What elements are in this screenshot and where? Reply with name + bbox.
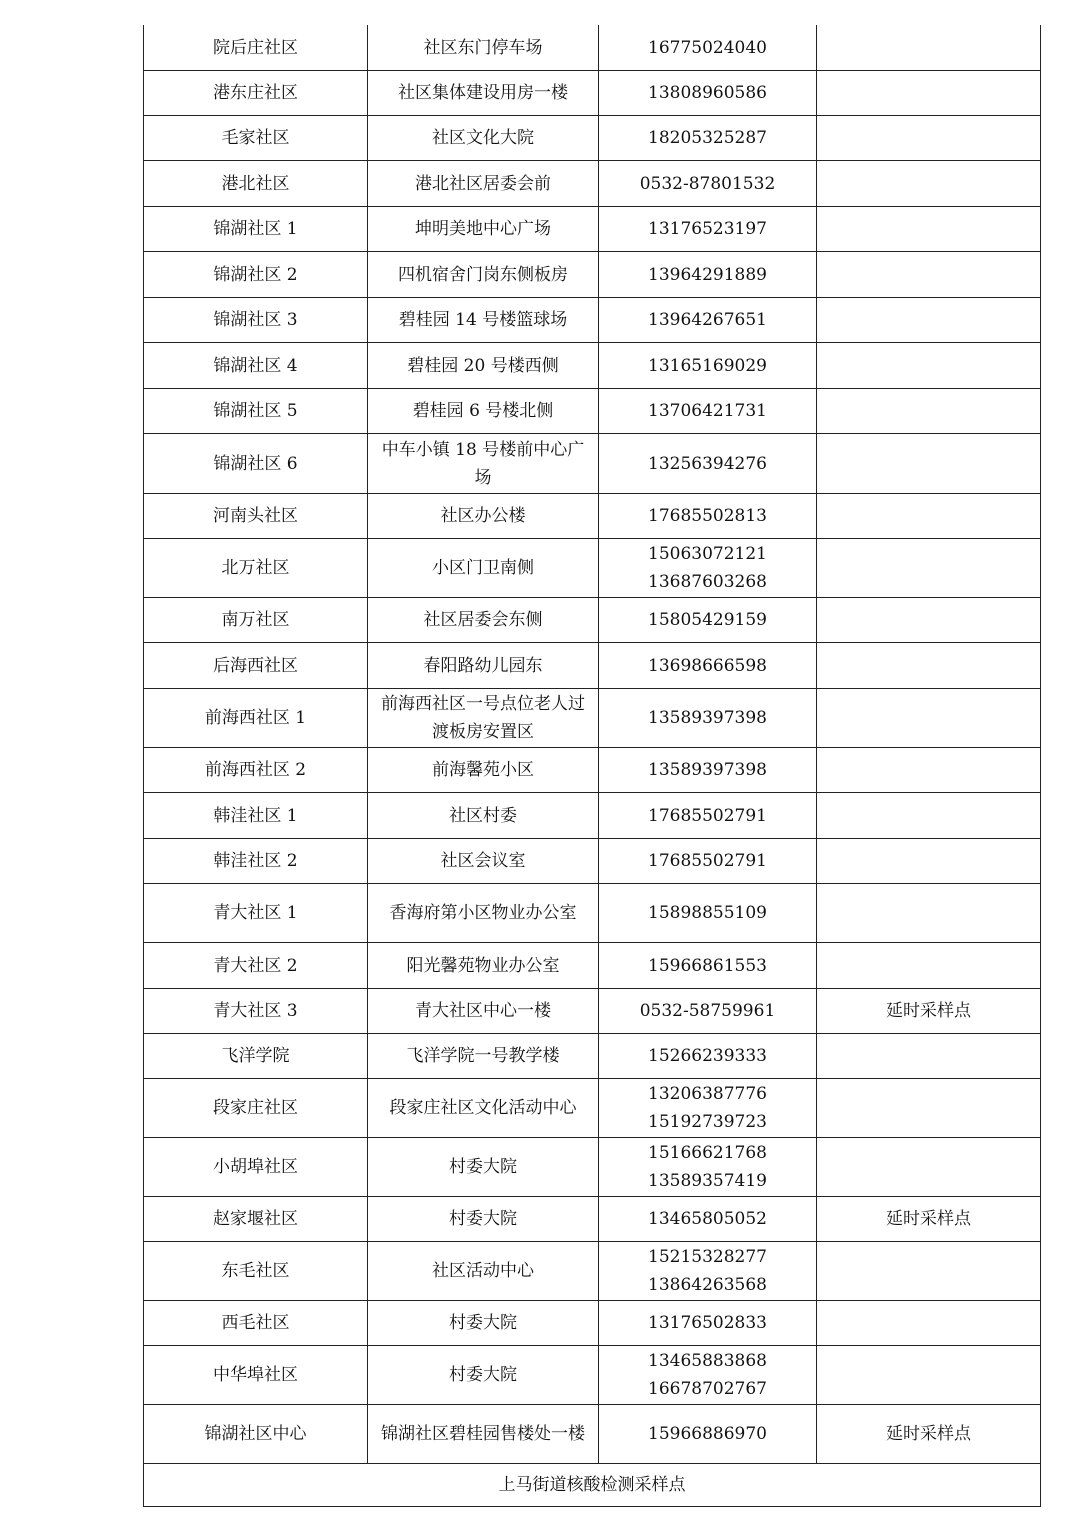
phone-number: 13176523197: [648, 219, 767, 239]
location-cell: 中车小镇 18 号楼前中心广场: [368, 434, 599, 494]
phone-cell: [599, 71, 817, 116]
note-cell: 延时采样点: [817, 989, 1041, 1034]
phone-number: 17685502791: [648, 851, 767, 871]
phone-cell: [599, 748, 817, 793]
location-cell: 社区办公楼: [368, 494, 599, 539]
table-row: [144, 1138, 1041, 1197]
location-cell: 社区文化大院: [368, 116, 599, 161]
community-cell: 锦湖社区 6: [144, 434, 368, 494]
phone-number: 15966861553: [648, 955, 767, 976]
location-cell: 社区东门停车场: [368, 25, 599, 71]
table-caption: 上马街道核酸检测采样点: [144, 1464, 1041, 1507]
table-row: [144, 839, 1041, 884]
location-cell: 小区门卫南侧: [368, 539, 599, 598]
location-cell: 四机宿舍门岗东侧板房: [368, 252, 599, 298]
note-cell: [817, 839, 1041, 884]
phone-cell: [599, 116, 817, 161]
note-cell: [817, 252, 1041, 298]
location-cell: 前海馨苑小区: [368, 748, 599, 793]
community-cell: 飞洋学院: [144, 1034, 368, 1079]
community-cell: 西毛社区: [144, 1301, 368, 1346]
table-row: [144, 494, 1041, 539]
table-row: [144, 116, 1041, 161]
community-cell: 东毛社区: [144, 1242, 368, 1301]
table-row: [144, 343, 1041, 389]
phone-cell: [599, 207, 817, 252]
note-cell: [817, 71, 1041, 116]
note-cell: [817, 539, 1041, 598]
phone-number: 13964267651: [648, 310, 767, 330]
note-cell: [817, 1242, 1041, 1301]
phone-cell: [599, 252, 817, 298]
phone-number: 13687603268: [648, 572, 767, 592]
community-cell: 锦湖社区 1: [144, 207, 368, 252]
phone-cell: [599, 643, 817, 689]
table-row: [144, 1301, 1041, 1346]
phone-cell: [599, 434, 817, 494]
location-cell: 段家庄社区文化活动中心: [368, 1079, 599, 1138]
location-cell: 碧桂园 20 号楼西侧: [368, 343, 599, 389]
phone-number: 13589357419: [648, 1171, 767, 1191]
table-row: [144, 1405, 1041, 1464]
location-cell: 春阳路幼儿园东: [368, 643, 599, 689]
note-cell: [817, 343, 1041, 389]
table-row: [144, 793, 1041, 839]
note-cell: 延时采样点: [817, 1197, 1041, 1242]
phone-number: 17685502813: [648, 506, 767, 526]
phone-number: 15192739723: [648, 1112, 767, 1132]
community-cell: 港北社区: [144, 161, 368, 207]
phone-number: 13465883868: [648, 1351, 767, 1371]
note-cell: [817, 1138, 1041, 1197]
location-cell: 锦湖社区碧桂园售楼处一楼: [368, 1405, 599, 1464]
location-cell: 港北社区居委会前: [368, 161, 599, 207]
community-cell: 赵家堰社区: [144, 1197, 368, 1242]
table-row: [144, 598, 1041, 643]
location-cell: 碧桂园 14 号楼篮球场: [368, 298, 599, 343]
phone-cell: [599, 1242, 817, 1301]
location-cell: 村委大院: [368, 1197, 599, 1242]
location-cell: 飞洋学院一号教学楼: [368, 1034, 599, 1079]
table-row: [144, 943, 1041, 989]
community-cell: 段家庄社区: [144, 1079, 368, 1138]
phone-cell: [599, 598, 817, 643]
table-row: [144, 252, 1041, 298]
phone-number: 13206387776: [648, 1084, 767, 1104]
note-cell: [817, 884, 1041, 943]
community-cell: 锦湖社区 5: [144, 389, 368, 434]
phone-number: 18205325287: [648, 128, 767, 148]
community-cell: 中华埠社区: [144, 1346, 368, 1405]
note-cell: [817, 298, 1041, 343]
community-cell: 后海西社区: [144, 643, 368, 689]
location-cell: 村委大院: [368, 1301, 599, 1346]
table-row: [144, 748, 1041, 793]
community-cell: 前海西社区 2: [144, 748, 368, 793]
location-cell: 碧桂园 6 号楼北侧: [368, 389, 599, 434]
table-row: [144, 1346, 1041, 1405]
location-cell: 阳光馨苑物业办公室: [368, 943, 599, 989]
location-cell: 村委大院: [368, 1346, 599, 1405]
community-cell: 河南头社区: [144, 494, 368, 539]
phone-number: 15063072121: [648, 544, 767, 564]
location-cell: 社区会议室: [368, 839, 599, 884]
community-cell: 韩洼社区 2: [144, 839, 368, 884]
community-cell: 南万社区: [144, 598, 368, 643]
location-cell: 社区村委: [368, 793, 599, 839]
table-row: [144, 643, 1041, 689]
phone-cell: [599, 884, 817, 943]
phone-number: 16775024040: [648, 37, 767, 58]
community-cell: 锦湖社区 3: [144, 298, 368, 343]
phone-cell: [599, 1034, 817, 1079]
location-cell: 社区活动中心: [368, 1242, 599, 1301]
phone-cell: [599, 1197, 817, 1242]
phone-number: 13964291889: [648, 264, 767, 285]
location-cell: 社区集体建设用房一楼: [368, 71, 599, 116]
table-row: [144, 989, 1041, 1034]
phone-cell: [599, 494, 817, 539]
note-cell: [817, 1079, 1041, 1138]
location-cell: 香海府第小区物业办公室: [368, 884, 599, 943]
note-cell: [817, 943, 1041, 989]
table-row: [144, 1242, 1041, 1301]
community-cell: 青大社区 1: [144, 884, 368, 943]
phone-number: 13808960586: [648, 83, 767, 103]
table-row: [144, 884, 1041, 943]
community-cell: 毛家社区: [144, 116, 368, 161]
note-cell: [817, 748, 1041, 793]
table-footer-row: [144, 1464, 1041, 1507]
note-cell: [817, 1346, 1041, 1405]
note-cell: [817, 207, 1041, 252]
community-cell: 锦湖社区中心: [144, 1405, 368, 1464]
phone-number: 15966886970: [648, 1424, 767, 1444]
note-cell: [817, 434, 1041, 494]
note-cell: [817, 116, 1041, 161]
community-cell: 锦湖社区 4: [144, 343, 368, 389]
phone-number: 13864263568: [648, 1275, 767, 1295]
phone-cell: [599, 793, 817, 839]
phone-number: 13256394276: [648, 453, 767, 474]
phone-number: 15805429159: [648, 610, 767, 630]
location-cell: 社区居委会东侧: [368, 598, 599, 643]
location-cell: 前海西社区一号点位老人过渡板房安置区: [368, 689, 599, 748]
community-cell: 港东庄社区: [144, 71, 368, 116]
phone-cell: [599, 539, 817, 598]
table-row: [144, 689, 1041, 748]
table-row: [144, 25, 1041, 71]
phone-number: 13465805052: [648, 1209, 767, 1229]
phone-cell: [599, 1079, 817, 1138]
location-cell: 青大社区中心一楼: [368, 989, 599, 1034]
community-cell: 锦湖社区 2: [144, 252, 368, 298]
phone-cell: [599, 839, 817, 884]
location-cell: 坤明美地中心广场: [368, 207, 599, 252]
phone-number: 13698666598: [648, 655, 767, 676]
phone-number: 0532-58759961: [639, 1001, 776, 1021]
phone-cell: [599, 989, 817, 1034]
location-cell: 村委大院: [368, 1138, 599, 1197]
phone-cell: [599, 161, 817, 207]
table-row: [144, 1079, 1041, 1138]
community-cell: 青大社区 2: [144, 943, 368, 989]
community-cell: 院后庄社区: [144, 25, 368, 71]
phone-number: 17685502791: [648, 805, 767, 826]
note-cell: [817, 389, 1041, 434]
phone-cell: [599, 1138, 817, 1197]
phone-cell: [599, 1405, 817, 1464]
table-row: [144, 1034, 1041, 1079]
table-row: [144, 298, 1041, 343]
community-cell: 小胡埠社区: [144, 1138, 368, 1197]
community-cell: 青大社区 3: [144, 989, 368, 1034]
table-row: [144, 539, 1041, 598]
phone-number: 15898855109: [648, 903, 767, 923]
note-cell: [817, 689, 1041, 748]
note-cell: [817, 161, 1041, 207]
table-body: [144, 25, 1041, 1464]
phone-cell: [599, 25, 817, 71]
phone-number: 16678702767: [648, 1379, 767, 1399]
community-cell: 北万社区: [144, 539, 368, 598]
note-cell: [817, 793, 1041, 839]
phone-number: 15215328277: [648, 1247, 767, 1267]
table-row: [144, 161, 1041, 207]
note-cell: [817, 643, 1041, 689]
phone-number: 15266239333: [648, 1046, 767, 1066]
phone-cell: [599, 298, 817, 343]
phone-cell: [599, 389, 817, 434]
phone-number: 13165169029: [648, 355, 767, 376]
phone-cell: [599, 943, 817, 989]
note-cell: [817, 1301, 1041, 1346]
note-cell: [817, 1034, 1041, 1079]
phone-cell: [599, 343, 817, 389]
table-row: [144, 71, 1041, 116]
phone-number: 0532-87801532: [639, 173, 776, 194]
phone-number: 13706421731: [648, 401, 767, 421]
phone-number: 13589397398: [648, 708, 767, 728]
phone-cell: [599, 689, 817, 748]
phone-cell: [599, 1301, 817, 1346]
sampling-sites-table: [143, 25, 1041, 1507]
phone-number: 13176502833: [648, 1313, 767, 1333]
note-cell: [817, 25, 1041, 71]
community-cell: 前海西社区 1: [144, 689, 368, 748]
note-cell: 延时采样点: [817, 1405, 1041, 1464]
table-row: [144, 207, 1041, 252]
table-row: [144, 1197, 1041, 1242]
table-row: [144, 434, 1041, 494]
note-cell: [817, 494, 1041, 539]
phone-number: 15166621768: [648, 1143, 767, 1163]
phone-cell: [599, 1346, 817, 1405]
note-cell: [817, 598, 1041, 643]
community-cell: 韩洼社区 1: [144, 793, 368, 839]
table-row: [144, 389, 1041, 434]
phone-number: 13589397398: [648, 760, 767, 780]
